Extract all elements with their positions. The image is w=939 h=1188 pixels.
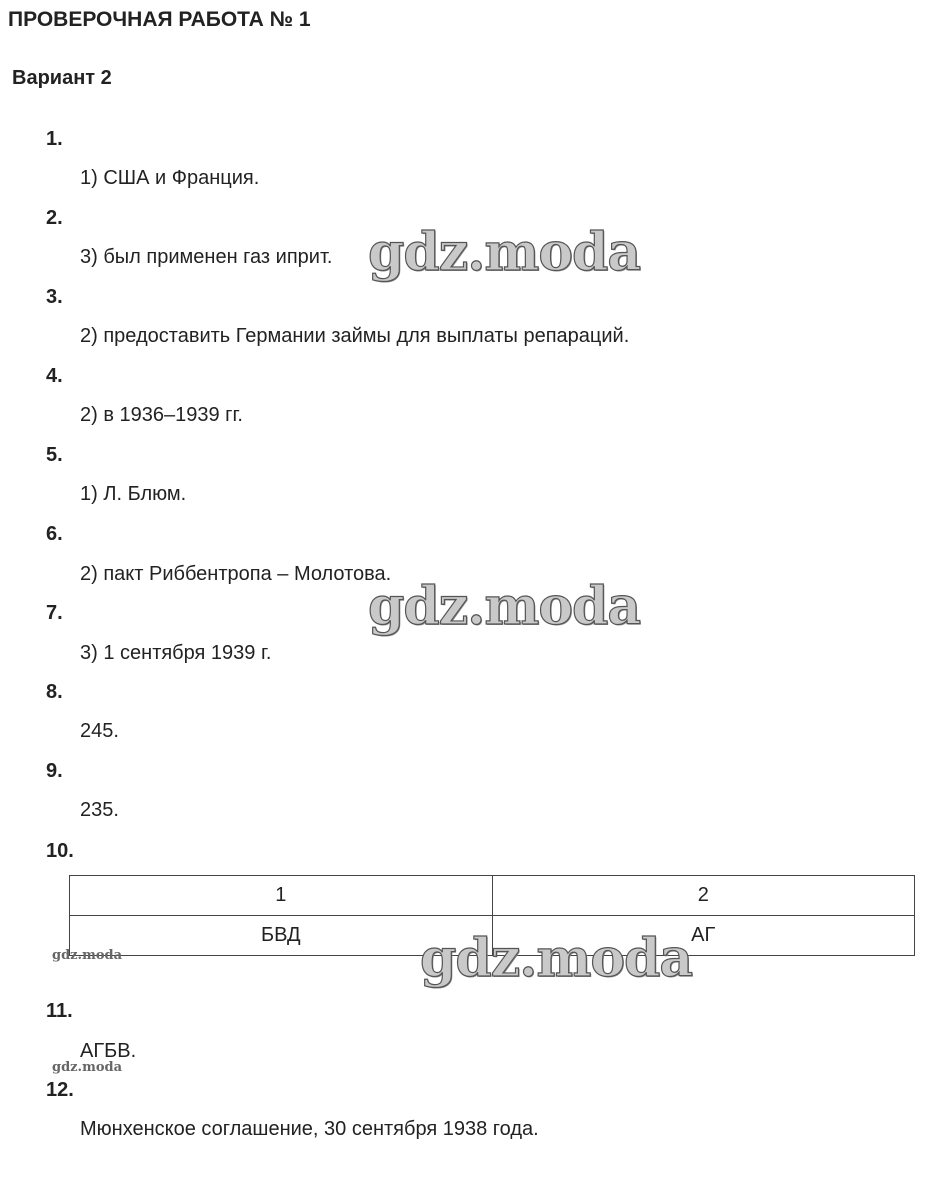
table-cell: АГ xyxy=(492,916,915,956)
question-answer: 245. xyxy=(80,720,119,742)
table-cell: БВД xyxy=(70,916,493,956)
page-title: ПРОВЕРОЧНАЯ РАБОТА № 1 xyxy=(8,8,311,31)
watermark: gdz.moda xyxy=(368,576,641,637)
question-answer: АГБВ. xyxy=(80,1040,137,1062)
question-number: 2. xyxy=(46,207,63,229)
question-answer: 2) пакт Риббентропа – Молотова. xyxy=(80,563,392,585)
question-number: 11. xyxy=(46,1000,73,1022)
variant-heading: Вариант 2 xyxy=(12,67,112,89)
table-header-cell: 2 xyxy=(492,876,915,916)
watermark-small: gdz.moda xyxy=(52,948,123,963)
table-row xyxy=(70,876,915,916)
question-number: 9. xyxy=(46,760,63,782)
question-answer: 1) США и Франция. xyxy=(80,167,260,189)
question-number: 4. xyxy=(46,365,63,387)
watermark-small: gdz.moda xyxy=(52,1060,123,1075)
question-number: 1. xyxy=(46,128,63,150)
question-answer: 2) предоставить Германии займы для выплаты репараций. xyxy=(80,325,630,347)
watermark: gdz.moda xyxy=(368,222,641,283)
table-header-cell: 1 xyxy=(70,876,493,916)
question-answer: 3) 1 сентября 1939 г. xyxy=(80,642,272,664)
question-number: 7. xyxy=(46,602,63,624)
question-number: 12. xyxy=(46,1079,74,1101)
question-answer: Мюнхенское соглашение, 30 сентября 1938 года. xyxy=(80,1118,539,1140)
question-answer: 235. xyxy=(80,799,119,821)
question-number: 8. xyxy=(46,681,63,703)
watermark: gdz.moda xyxy=(420,928,693,989)
question-number: 6. xyxy=(46,523,63,545)
question-number: 10. xyxy=(46,840,74,862)
question-answer: 1) Л. Блюм. xyxy=(80,483,187,505)
question-number: 5. xyxy=(46,444,63,466)
question-answer: 3) был применен газ иприт. xyxy=(80,246,333,268)
question-answer: 2) в 1936–1939 гг. xyxy=(80,404,243,426)
question-number: 3. xyxy=(46,286,63,308)
